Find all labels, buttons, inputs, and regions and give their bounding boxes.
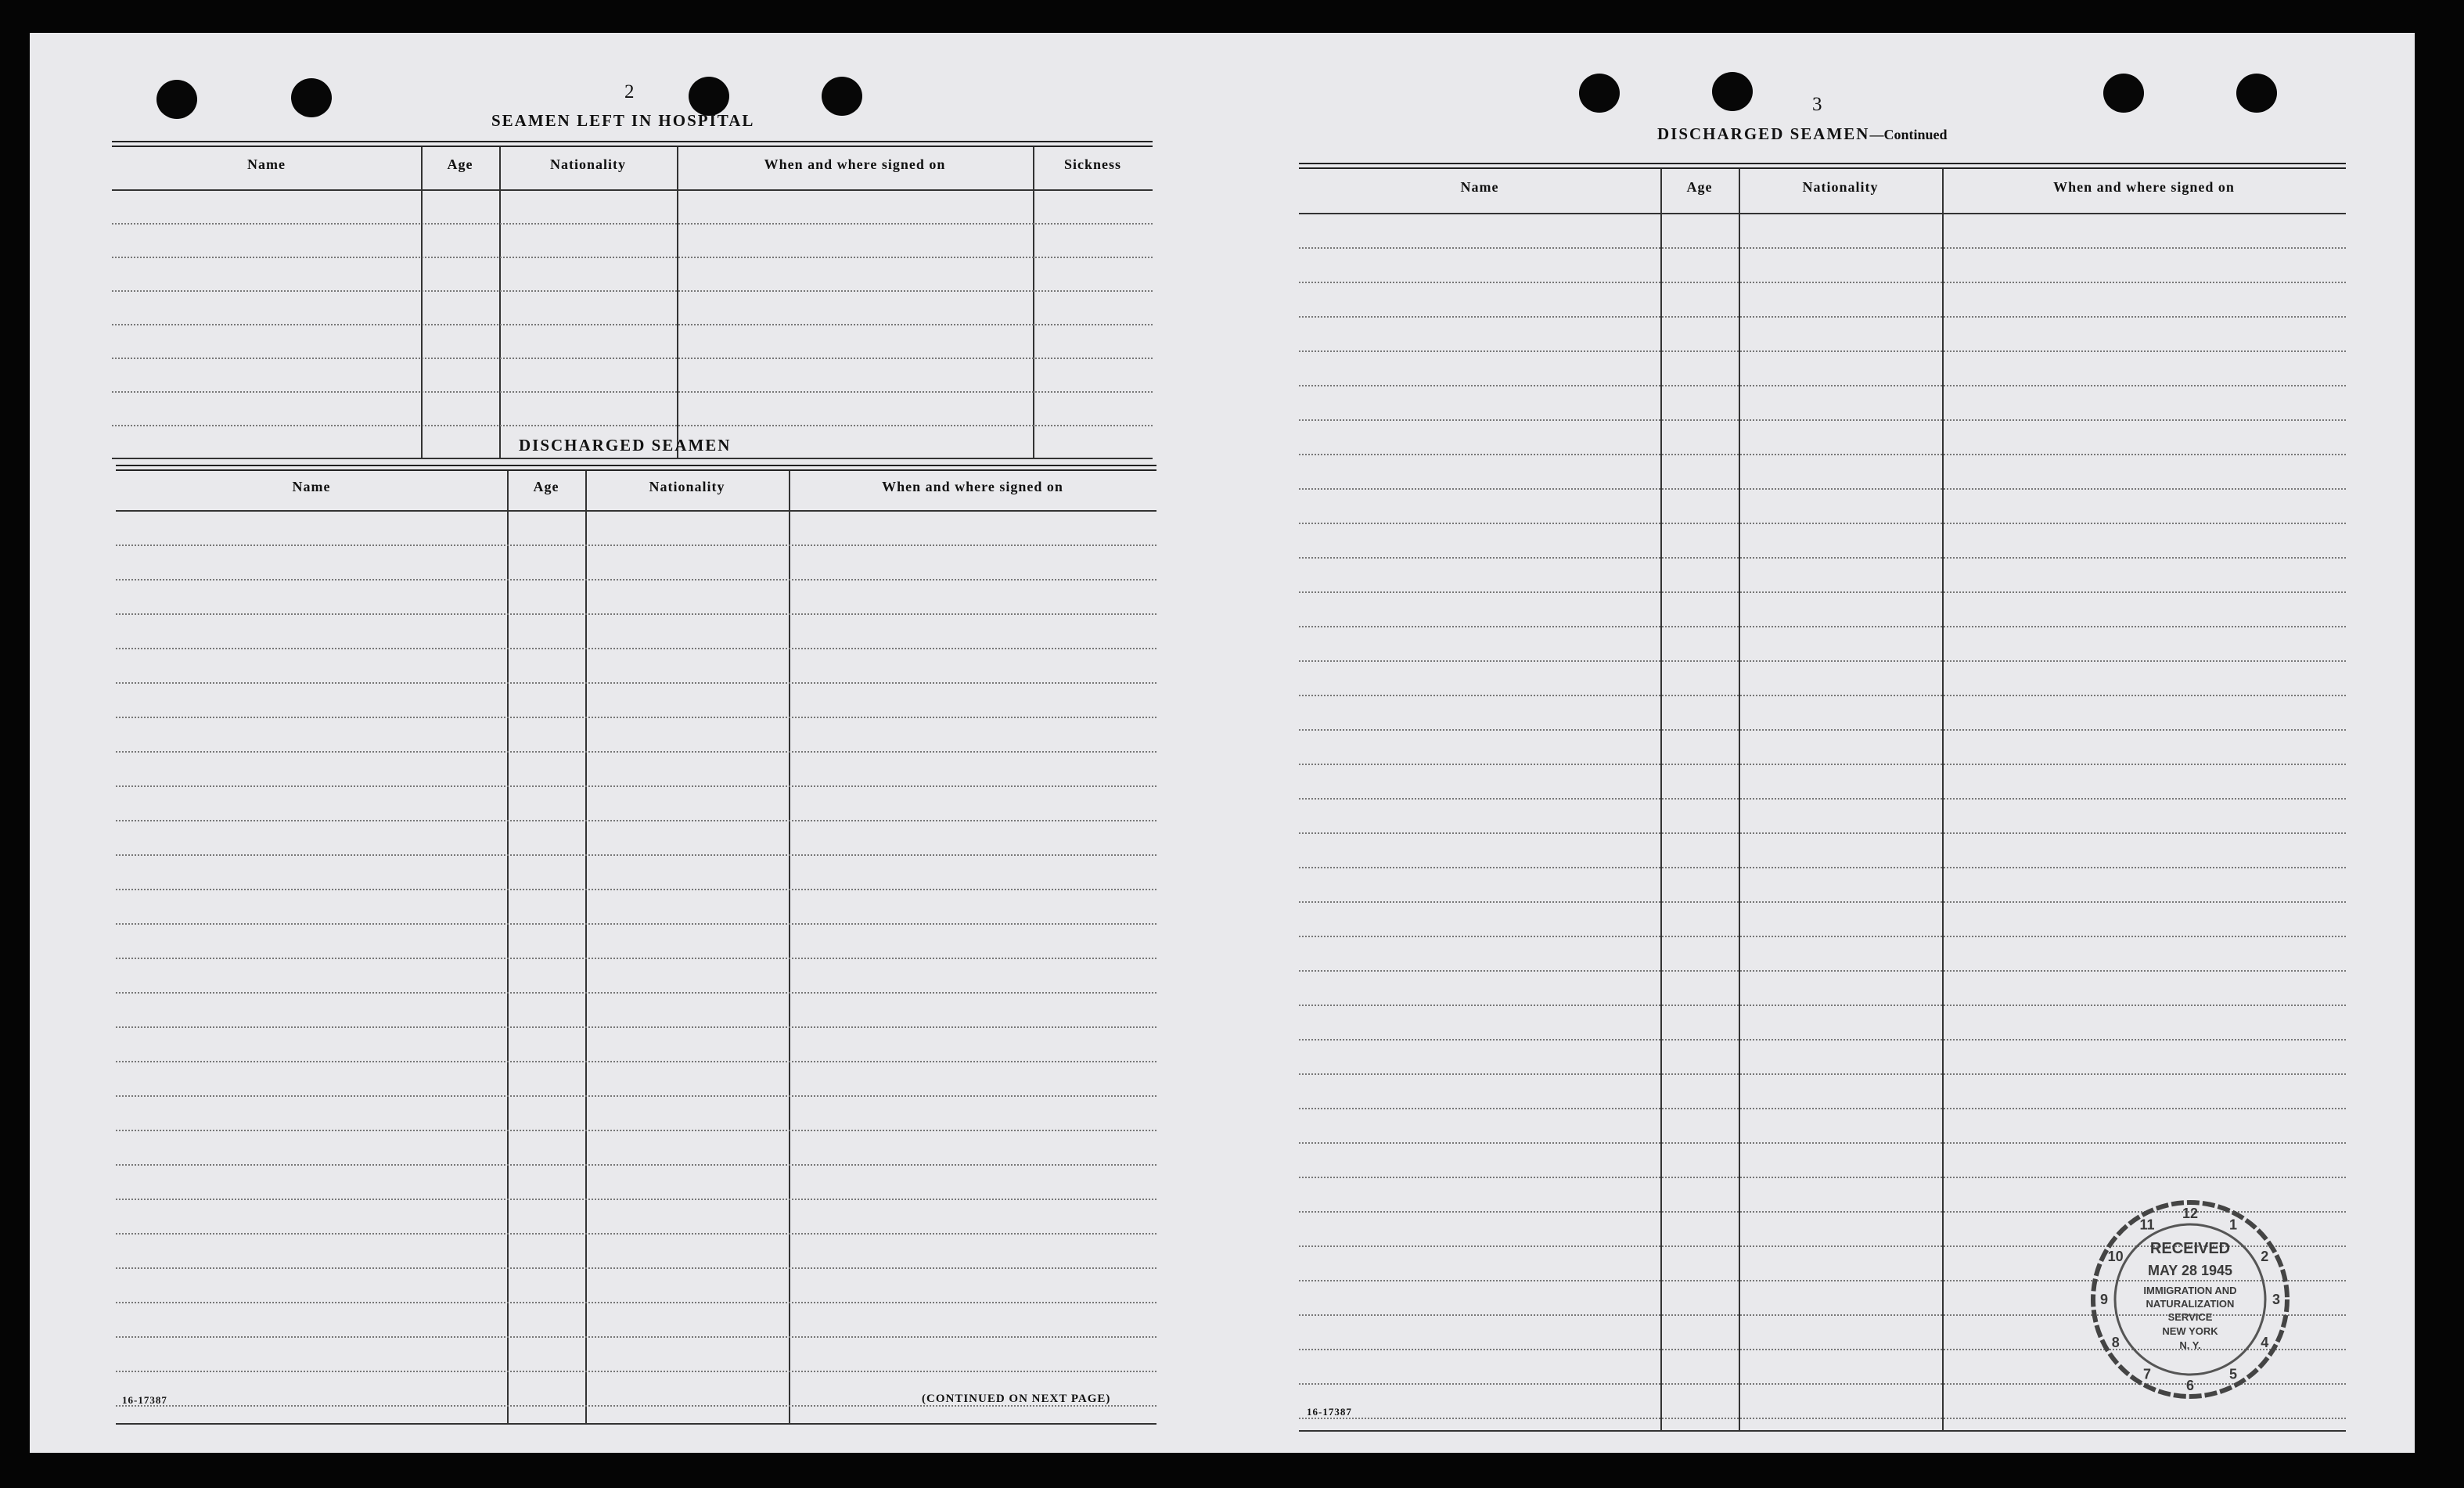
title-main: DISCHARGED SEAMEN bbox=[1657, 124, 1870, 143]
stamp-received: RECEIVED bbox=[2149, 1240, 2231, 1257]
column-header: Name bbox=[1460, 179, 1499, 195]
hospital-table bbox=[112, 141, 1153, 458]
discharged-table bbox=[116, 465, 1156, 1423]
column-header: Age bbox=[533, 479, 559, 494]
table-row bbox=[116, 717, 1156, 718]
stamp-agency-1: IMMIGRATION AND bbox=[2143, 1285, 2237, 1296]
table-bottom-rule bbox=[1299, 1430, 2346, 1432]
stamp-ring-digit: 6 bbox=[2185, 1378, 2195, 1393]
discharged-continued-title bbox=[1657, 124, 1947, 144]
punch-hole bbox=[156, 80, 197, 119]
column-header: When and where signed on bbox=[882, 479, 1063, 494]
column-divider bbox=[499, 147, 501, 458]
table-row bbox=[112, 358, 1153, 359]
table-row bbox=[1299, 867, 2346, 868]
form-number: 16-17387 bbox=[1307, 1406, 1352, 1418]
table-row bbox=[116, 1267, 1156, 1269]
table-row bbox=[116, 1336, 1156, 1338]
table-row bbox=[116, 1061, 1156, 1062]
header-rule bbox=[112, 189, 1153, 191]
table-row bbox=[116, 923, 1156, 925]
stamp-city: NEW YORK bbox=[2162, 1325, 2218, 1337]
stamp-ring-digit: 9 bbox=[2099, 1292, 2109, 1307]
table-row bbox=[116, 958, 1156, 959]
table-row bbox=[1299, 970, 2346, 972]
table-row bbox=[116, 1302, 1156, 1303]
stamp-ring-digit: 3 bbox=[2272, 1292, 2281, 1307]
table-row bbox=[112, 324, 1153, 325]
table-row bbox=[116, 579, 1156, 580]
table-row bbox=[1299, 832, 2346, 834]
table-row bbox=[116, 613, 1156, 615]
table-row bbox=[1299, 1108, 2346, 1109]
table-top-rule bbox=[116, 465, 1156, 471]
header-rule bbox=[116, 510, 1156, 512]
table-row bbox=[1299, 385, 2346, 386]
table-row bbox=[1299, 419, 2346, 421]
column-header: When and where signed on bbox=[2053, 179, 2235, 195]
stamp-ring-digit: 4 bbox=[2261, 1335, 2269, 1350]
table-row bbox=[116, 820, 1156, 821]
stamp-ring-digit: 10 bbox=[2107, 1249, 2124, 1264]
table-row bbox=[116, 1371, 1156, 1372]
column-header: Nationality bbox=[549, 156, 626, 172]
table-row bbox=[116, 682, 1156, 684]
stamp-state: N. Y. bbox=[2179, 1339, 2201, 1351]
table-row bbox=[1299, 1177, 2346, 1178]
table-row bbox=[1299, 1005, 2346, 1006]
header-rule bbox=[1299, 213, 2346, 214]
stamp-ring-digit: 2 bbox=[2261, 1249, 2269, 1264]
form-number: 16-17387 bbox=[122, 1394, 167, 1406]
page-number: 2 bbox=[624, 81, 635, 102]
table-row bbox=[1299, 660, 2346, 662]
table-row bbox=[1299, 316, 2346, 318]
table-row bbox=[1299, 557, 2346, 559]
table-row bbox=[1299, 350, 2346, 352]
column-header: Age bbox=[447, 156, 473, 172]
punch-hole bbox=[1579, 74, 1620, 113]
table-row bbox=[1299, 901, 2346, 903]
table-row bbox=[116, 648, 1156, 649]
table-row bbox=[1299, 695, 2346, 696]
table-row bbox=[116, 751, 1156, 753]
table-top-rule bbox=[1299, 163, 2346, 169]
stamp-ring-digit: 5 bbox=[2228, 1366, 2238, 1382]
table-row bbox=[116, 992, 1156, 994]
punch-hole bbox=[689, 77, 729, 116]
table-row bbox=[116, 889, 1156, 890]
punch-hole bbox=[822, 77, 862, 116]
column-divider bbox=[1660, 169, 1662, 1430]
table-row bbox=[116, 1233, 1156, 1235]
continued-note: (CONTINUED ON NEXT PAGE) bbox=[922, 1393, 1111, 1405]
table-row bbox=[1299, 1418, 2346, 1419]
column-header: Sickness bbox=[1063, 156, 1122, 172]
table-row bbox=[112, 223, 1153, 225]
column-header: Nationality bbox=[649, 479, 725, 494]
column-header: Name bbox=[247, 156, 286, 172]
column-header: Name bbox=[292, 479, 331, 494]
stamp-ring-digit: 12 bbox=[2182, 1206, 2199, 1221]
table-bottom-rule bbox=[112, 458, 1153, 459]
table-row bbox=[1299, 764, 2346, 765]
table-row bbox=[116, 785, 1156, 787]
table-row bbox=[112, 257, 1153, 258]
table-top-rule bbox=[112, 141, 1153, 147]
stamp-ring-digit: 7 bbox=[2142, 1366, 2152, 1382]
punch-hole bbox=[1712, 72, 1753, 111]
table-row bbox=[1299, 936, 2346, 937]
received-stamp bbox=[2088, 1197, 2293, 1402]
table-row bbox=[116, 1199, 1156, 1200]
table-row bbox=[1299, 247, 2346, 249]
stamp-agency-2: NATURALIZATION bbox=[2146, 1298, 2235, 1310]
table-row bbox=[116, 1164, 1156, 1166]
title-sub: —Continued bbox=[1869, 127, 1948, 142]
column-header: Nationality bbox=[1802, 179, 1879, 195]
column-divider bbox=[677, 147, 678, 458]
table-row bbox=[1299, 626, 2346, 627]
column-divider bbox=[1739, 169, 1740, 1430]
stamp-ring-digit: 1 bbox=[2228, 1217, 2238, 1233]
table-row bbox=[112, 391, 1153, 393]
punch-hole bbox=[291, 78, 332, 117]
table-row bbox=[116, 545, 1156, 546]
column-divider bbox=[1033, 147, 1034, 458]
stamp-ring-digit: 8 bbox=[2111, 1335, 2120, 1350]
page-number: 3 bbox=[1812, 94, 1822, 115]
punch-hole bbox=[2236, 74, 2277, 113]
table-row bbox=[1299, 454, 2346, 455]
table-row bbox=[1299, 1073, 2346, 1075]
column-divider bbox=[1942, 169, 1944, 1430]
hospital-section-title: SEAMEN LEFT IN HOSPITAL bbox=[491, 111, 755, 130]
table-row bbox=[116, 854, 1156, 856]
table-row bbox=[1299, 591, 2346, 593]
table-bottom-rule bbox=[116, 1423, 1156, 1425]
stamp-ring-digit: 11 bbox=[2139, 1217, 2155, 1233]
table-row bbox=[1299, 798, 2346, 800]
table-row bbox=[1299, 1039, 2346, 1041]
stamp-date: MAY 28 1945 bbox=[2147, 1263, 2233, 1278]
column-header: When and where signed on bbox=[764, 156, 946, 172]
table-row bbox=[112, 425, 1153, 426]
table-row bbox=[1299, 729, 2346, 731]
table-row bbox=[1299, 488, 2346, 490]
table-row bbox=[112, 290, 1153, 292]
table-row bbox=[116, 1026, 1156, 1028]
table-row bbox=[116, 1095, 1156, 1097]
discharged-section-title: DISCHARGED SEAMEN bbox=[519, 436, 732, 455]
document-page bbox=[30, 33, 2415, 1453]
stamp-agency-3: SERVICE bbox=[2167, 1311, 2213, 1323]
column-divider bbox=[421, 147, 423, 458]
table-row bbox=[1299, 523, 2346, 524]
column-header: Age bbox=[1686, 179, 1713, 195]
table-row bbox=[116, 1130, 1156, 1131]
table-row bbox=[1299, 282, 2346, 283]
table-row bbox=[1299, 1142, 2346, 1144]
punch-hole bbox=[2103, 74, 2144, 113]
